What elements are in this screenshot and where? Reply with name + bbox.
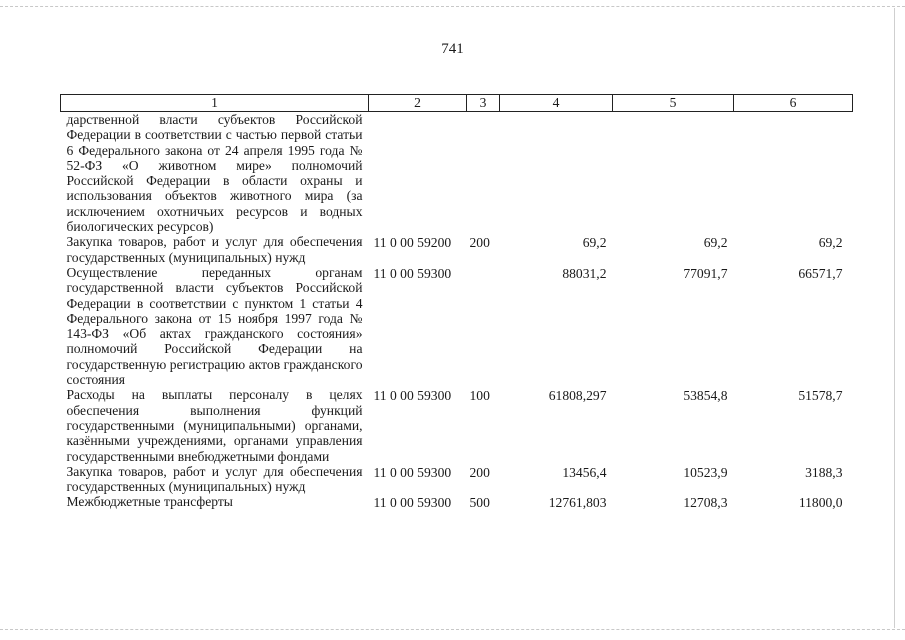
table-header [61, 95, 853, 112]
table-body [61, 112, 853, 511]
row-value-1: 88031,2 [562, 265, 607, 281]
header-col-4: 4 [500, 95, 613, 112]
table-row [61, 234, 853, 265]
row-code: 11 0 00 59300 [373, 388, 452, 404]
row-type [467, 265, 500, 387]
header-col-2: 2 [369, 95, 467, 112]
row-value-3: 51578,7 [798, 388, 843, 404]
row-value-3: 69,2 [818, 235, 843, 251]
table-row [61, 265, 853, 387]
header-col-3: 3 [467, 95, 500, 112]
header-row [61, 95, 853, 112]
row-description: Осуществление переданных органам государственной власти субъектов Российской Федерации в соответствии с пунктом 1 статьи 4 Федерального закона от 15 ноября 1997 года № 143-ФЗ «Об актах гражданского состояния» полномочий Российской Федерации на государственную регистрацию актов гражданского состояния [66, 264, 363, 388]
row-code: 11 0 00 59200 [373, 235, 452, 251]
row-value-1: 12761,803 [548, 495, 607, 511]
row-value-2: 53854,8 [683, 388, 728, 404]
table-row [61, 387, 853, 463]
row-value-3: 11800,0 [798, 495, 843, 511]
scan-edge-bottom [0, 629, 905, 630]
scan-edge-right [894, 8, 895, 628]
row-type: 500 [469, 495, 490, 511]
row-value-1: 13456,4 [562, 464, 607, 480]
row-description: Закупка товаров, работ и услуг для обеспечения государственных (муниципальных) нужд [66, 463, 363, 495]
row-type: 100 [469, 388, 490, 404]
row-code: 11 0 00 59300 [373, 265, 452, 281]
header-col-6: 6 [734, 95, 853, 112]
row-value-2: 77091,7 [683, 265, 728, 281]
row-type: 200 [469, 464, 490, 480]
row-description: Межбюджетные трансферты [66, 494, 233, 510]
table-row [61, 494, 853, 510]
row-description: Расходы на выплаты персоналу в целях обеспечения выполнения функций государственными (муниципальными) органами, казёнными учреждениями, органами управления государственными внебюджетными фондами [66, 387, 363, 464]
row-value-2: 10523,9 [683, 464, 728, 480]
row-value-3 [734, 112, 853, 235]
page-number: 741 [441, 41, 464, 57]
row-type: 200 [469, 235, 490, 251]
row-value-3: 66571,7 [798, 265, 843, 281]
row-value-1 [500, 112, 613, 235]
row-code: 11 0 00 59300 [373, 495, 452, 511]
row-code [369, 112, 467, 235]
row-value-3: 3188,3 [805, 464, 843, 480]
table-row [61, 464, 853, 495]
row-value-2: 69,2 [703, 235, 728, 251]
budget-table [60, 94, 853, 511]
row-value-2: 12708,3 [683, 495, 728, 511]
header-col-5: 5 [613, 95, 734, 112]
row-value-1: 69,2 [582, 235, 607, 251]
table-row [61, 112, 853, 235]
row-value-1: 61808,297 [548, 388, 607, 404]
row-value-2 [613, 112, 734, 235]
row-type [467, 112, 500, 235]
header-col-1: 1 [61, 95, 369, 112]
row-code: 11 0 00 59300 [373, 464, 452, 480]
scan-edge-top [0, 6, 905, 7]
row-description: Закупка товаров, работ и услуг для обеспечения государственных (муниципальных) нужд [66, 234, 363, 265]
row-description: дарственной власти субъектов Российской Федерации в соответствии с частью первой статьи 6 Федерального закона от 24 апреля 1995 года № 52-ФЗ «О животном мире» полномочий Российской Федерации в области охраны и использования объектов животного мира (за исключением охотничьих ресурсов и водных биологических ресурсов) [66, 112, 363, 235]
